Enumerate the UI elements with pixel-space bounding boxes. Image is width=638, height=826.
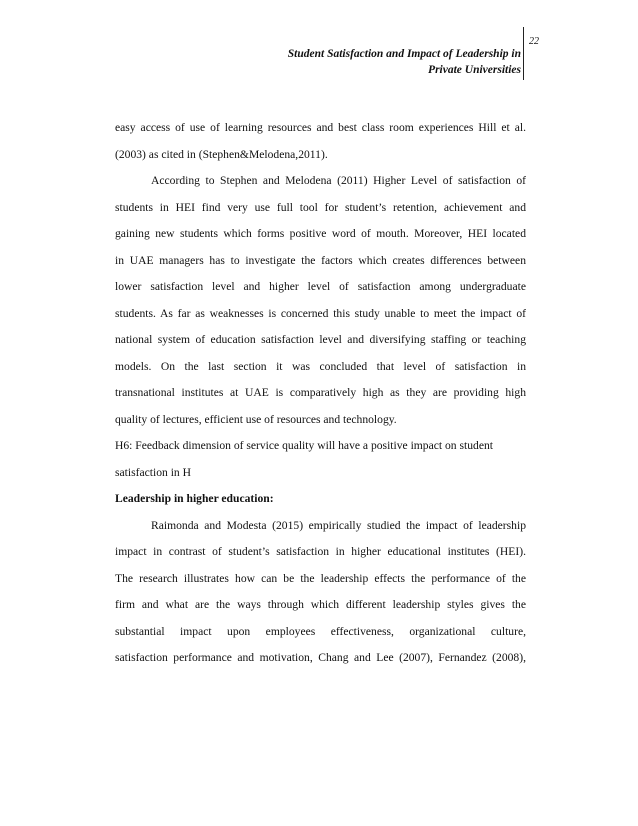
hypothesis-line: H6: Feedback dimension of service quality will have a positive impact on student: [115, 439, 493, 452]
text-line: transnational institutes at UAE is comparatively high as they are providing high: [115, 386, 526, 399]
text-line: satisfaction performance and motivation, Chang and Lee (2007), Fernandez (2008),: [115, 651, 526, 664]
header-vertical-rule: [523, 27, 524, 80]
text-line: in UAE managers has to investigate the factors which creates differences between: [115, 253, 526, 267]
body-text: [115, 115, 526, 672]
text-line: students. As far as weaknesses is concerned this study unable to meet the impact of: [115, 306, 526, 320]
text-line: gaining new students which forms positive word of mouth. Moreover, HEI located: [115, 227, 526, 240]
section-heading: Leadership in higher education:: [115, 492, 274, 505]
paragraph-first-line: Raimonda and Modesta (2015) empirically studied the impact of leadership: [151, 518, 526, 532]
text-line: national system of education satisfaction level and diversifying staffing or teaching: [115, 333, 526, 346]
paragraph-first-line: According to Stephen and Melodena (2011) Higher Level of satisfaction of: [151, 174, 526, 187]
page-number: 22: [529, 36, 539, 47]
hypothesis-line: satisfaction in H: [115, 465, 191, 479]
running-header: [161, 46, 521, 78]
text-line: The research illustrates how can be the leadership effects the performance of the: [115, 571, 526, 585]
header-title-line-1: Student Satisfaction and Impact of Leadership in: [287, 48, 521, 60]
text-line: students in HEI find very use full tool for student’s retention, achievement and: [115, 200, 526, 214]
text-line: firm and what are the ways through which different leadership styles gives the: [115, 598, 526, 611]
text-line: lower satisfaction level and higher level of satisfaction among undergraduate: [115, 280, 526, 293]
text-line: quality of lectures, efficient use of resources and technology.: [115, 412, 397, 426]
text-line: (2003) as cited in (Stephen&Melodena,2011).: [115, 147, 328, 161]
text-line: substantial impact upon employees effectiveness, organizational culture,: [115, 624, 526, 638]
header-title-line-2: Private Universities: [428, 64, 521, 76]
text-line: models. On the last section it was concluded that level of satisfaction in: [115, 359, 526, 373]
text-line: impact in contrast of student’s satisfaction in higher educational institutes (HEI).: [115, 545, 526, 558]
text-line: easy access of use of learning resources and best class room experiences Hill et al.: [115, 121, 526, 134]
